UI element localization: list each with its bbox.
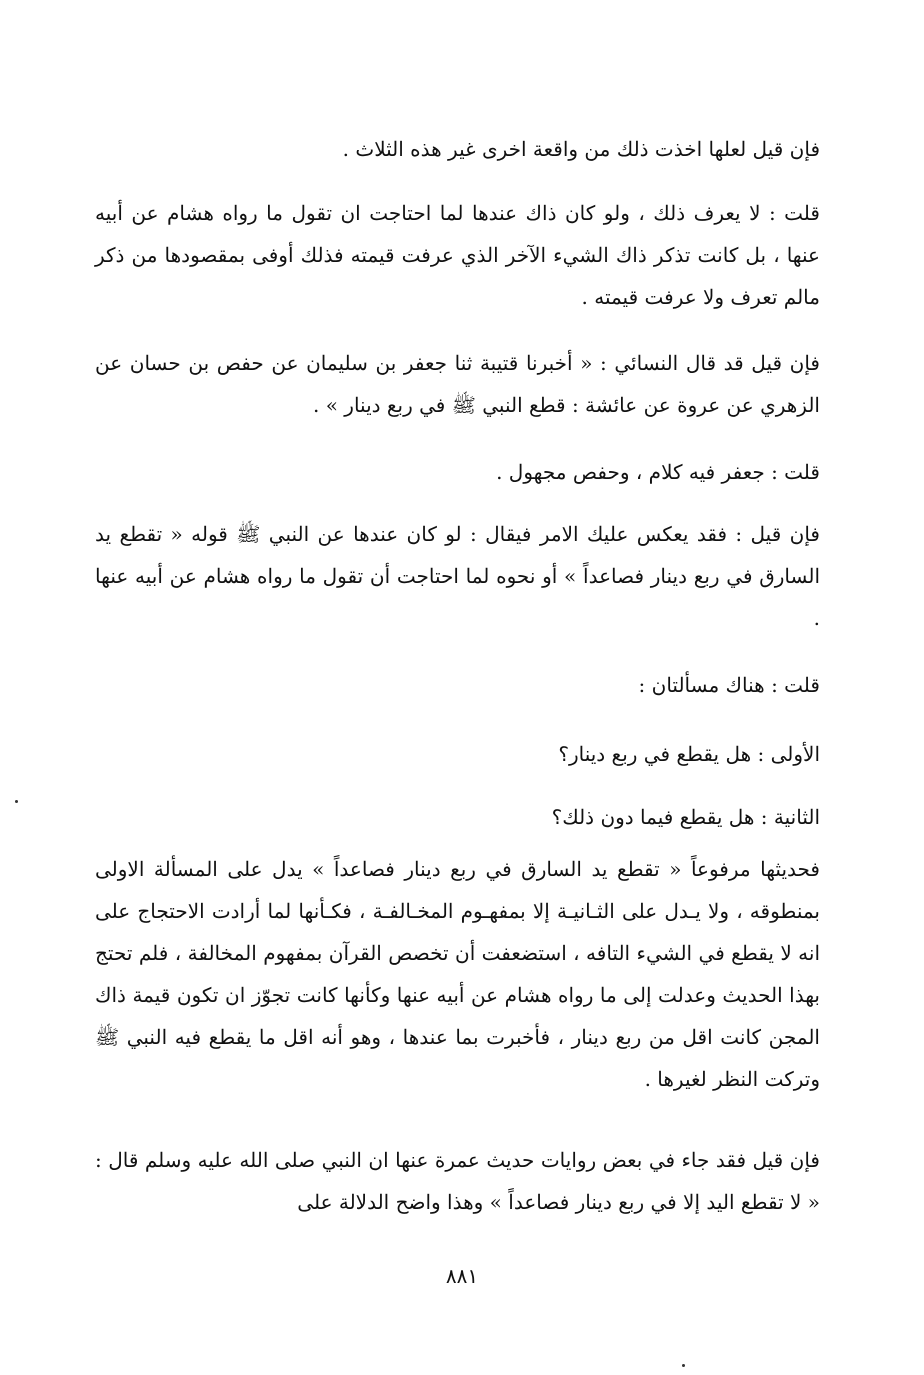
paragraph-6: قلت : هناك مسألتان : (638, 673, 820, 697)
paragraph-3: فإن قيل قد قال النسائي : « أخبرنا قتيبة ثنا جعفر بن سليمان عن حفص بن حسان عن الزهري عن عروة عن عائشة : قطع النبي ﷺ في ربع دينار » . (95, 351, 820, 417)
scan-speck (682, 1364, 685, 1367)
paragraph-8: الثانية : هل يقطع فيما دون ذلك؟ (551, 805, 820, 829)
paragraph-1: فإن قيل لعلها اخذت ذلك من واقعة اخرى غير هذه الثلاث . (342, 137, 820, 161)
page-number: ٨٨١ (445, 1264, 479, 1288)
paragraph-2: قلت : لا يعرف ذلك ، ولو كان ذاك عندها لما احتاجت ان تقول ما رواه هشام عن أبيه عنها ، بل كانت تذكر ذاك الشيء الآخر الذي عرفت قيمته فذلك أوفى بمقصودها من ذكر مالم تعرف ولا عرفت قيمته . (95, 201, 820, 309)
paragraph-7: الأولى : هل يقطع في ربع دينار؟ (558, 742, 820, 766)
paragraph-4: قلت : جعفر فيه كلام ، وحفص مجهول . (496, 460, 820, 484)
paragraph-5: فإن قيل : فقد يعكس عليك الامر فيقال : لو كان عندها عن النبي ﷺ قوله « تقطع يد السارق في ربع دينار فصاعداً » أو نحوه لما احتاجت أن تقول ما رواه هشام عن أبيه عنها . (95, 522, 820, 630)
paragraph-9: فحديثها مرفوعاً « تقطع يد السارق في ربع دينار فصاعداً » يدل على المسألة الاولى بمنطوقه ، ولا يـدل على الثـانيـة إلا بمفهـوم المخـالفـة ، فكـأنها لما أرادت الاحتجاج على انه لا يقطع في الشيء التافه ، استضعفت أن تخصص القرآن بمفهوم المخالفة ، فلم تحتج بهذا الحديث وعدلت إلى ما رواه هشام عن أبيه عنها وكأنها كانت تجوّز ان تكون قيمة ذاك المجن كانت اقل من ربع دينار ، فأخبرت بما عندها ، وهو أنه اقل ما يقطع فيه النبي ﷺ وتركت النظر لغيرها . (95, 857, 820, 1091)
paragraph-10: فإن قيل فقد جاء في بعض روايات حديث عمرة عنها ان النبي صلى الله عليه وسلم قال : « لا تقطع اليد إلا في ربع دينار فصاعداً » وهذا واضح الدلالة على (95, 1148, 820, 1214)
scan-speck (15, 800, 18, 803)
